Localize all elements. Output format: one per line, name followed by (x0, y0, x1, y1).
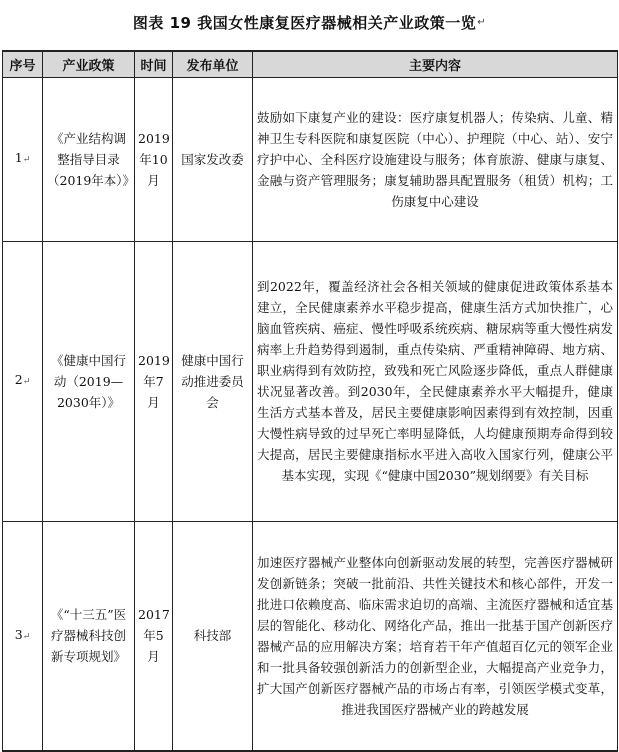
main-content: 加速医疗器械产业整体向创新驱动发展的转型，完善医疗器械研发创新链条；突破一批前沿、共性关键技术和核心部件，开发一批进口依赖度高、临床需求迫切的高端、主流医疗器械和适宜基层的智能化、移动化、网络化产品，推出一批基于国产创新医疗器械产品的应用解决方案；培育若干年产值超百亿元的领军企业和一批具备较强创新活力的创新型企业，大幅提高产业竞争力，扩大国产创新医疗器械产品的市场占有率，引领医学模式变革，推进我国医疗器械产业的跨越发展 (257, 554, 613, 717)
content-cell (253, 521, 618, 751)
header-policy: 产业政策 (43, 51, 135, 77)
header-content: 主要内容 (253, 51, 618, 77)
issuer: 健康中国行动推进委员会 (173, 241, 253, 521)
paragraph-mark-icon: ↵ (477, 16, 487, 28)
table-row (3, 77, 618, 241)
policy-name: 《健康中国行动（2019—2030年）》 (43, 241, 135, 521)
release-time: 2019年10月 (135, 77, 173, 241)
main-content: 鼓励如下康复产业的建设：医疗康复机器人；传染病、儿童、精神卫生专科医院和康复医院（中心）、护理院（中心、站）、安宁疗护中心、全科医疗设施建设与服务；体育旅游、健康与康复、金融与资产管理服务；康复辅助器具配置服务（租赁）机构；工伤康复中心建设 (257, 109, 613, 209)
issuer: 国家发改委 (173, 77, 253, 241)
content-cell (253, 241, 618, 521)
row-num-cell (3, 241, 43, 521)
paragraph-mark-icon: ↵ (22, 631, 31, 642)
content-cell (253, 77, 618, 241)
main-content: 到2022年，覆盖经济社会各相关领域的健康促进政策体系基本建立，全民健康素养水平稳步提高，健康生活方式加快推广，心脑血管疾病、癌症、慢性呼吸系统疾病、糖尿病等重大慢性病发病率上升趋势得到遏制，重点传染病、严重精神障碍、地方病、职业病得到有效防控，致残和死亡风险逐步降低，重点人群健康状况显著改善。到2030年，全民健康素养水平大幅提升，健康生活方式基本普及，居民主要健康影响因素得到有效控制，因重大慢性病导致的过早死亡率明显降低，人均健康预期寿命得到较大提高，居民主要健康指标水平进入高收入国家行列，健康公平基本实现，实现《“健康中国2030”规划纲要》有关目标 (257, 279, 613, 483)
table-row (3, 241, 618, 521)
row-num: 2 (14, 372, 23, 387)
release-time: 2017年5月 (135, 521, 173, 751)
paragraph-mark-icon: ↵ (22, 155, 31, 165)
header-num: 序号 (3, 51, 43, 77)
issuer: 科技部 (173, 521, 253, 751)
policy-name: 《产业结构调整指导目录（2019年本）》 (43, 77, 135, 241)
policy-table (2, 50, 618, 752)
header-issuer: 发布单位 (173, 51, 253, 77)
table-title (0, 4, 619, 40)
policy-name: 《“十三五”医疗器械科技创新专项规划》 (43, 521, 135, 751)
table-row (3, 521, 618, 751)
row-num-cell (3, 77, 43, 241)
table-title-text: 图表 19 我国女性康复医疗器械相关产业政策一览 (132, 13, 477, 32)
row-num: 1 (14, 150, 23, 165)
header-time: 时间 (135, 51, 173, 77)
header-row (3, 51, 618, 77)
paragraph-mark-icon: ↵ (22, 377, 31, 387)
row-num-cell (3, 521, 43, 751)
row-num: 3 (14, 626, 23, 642)
release-time: 2019年7月 (135, 241, 173, 521)
